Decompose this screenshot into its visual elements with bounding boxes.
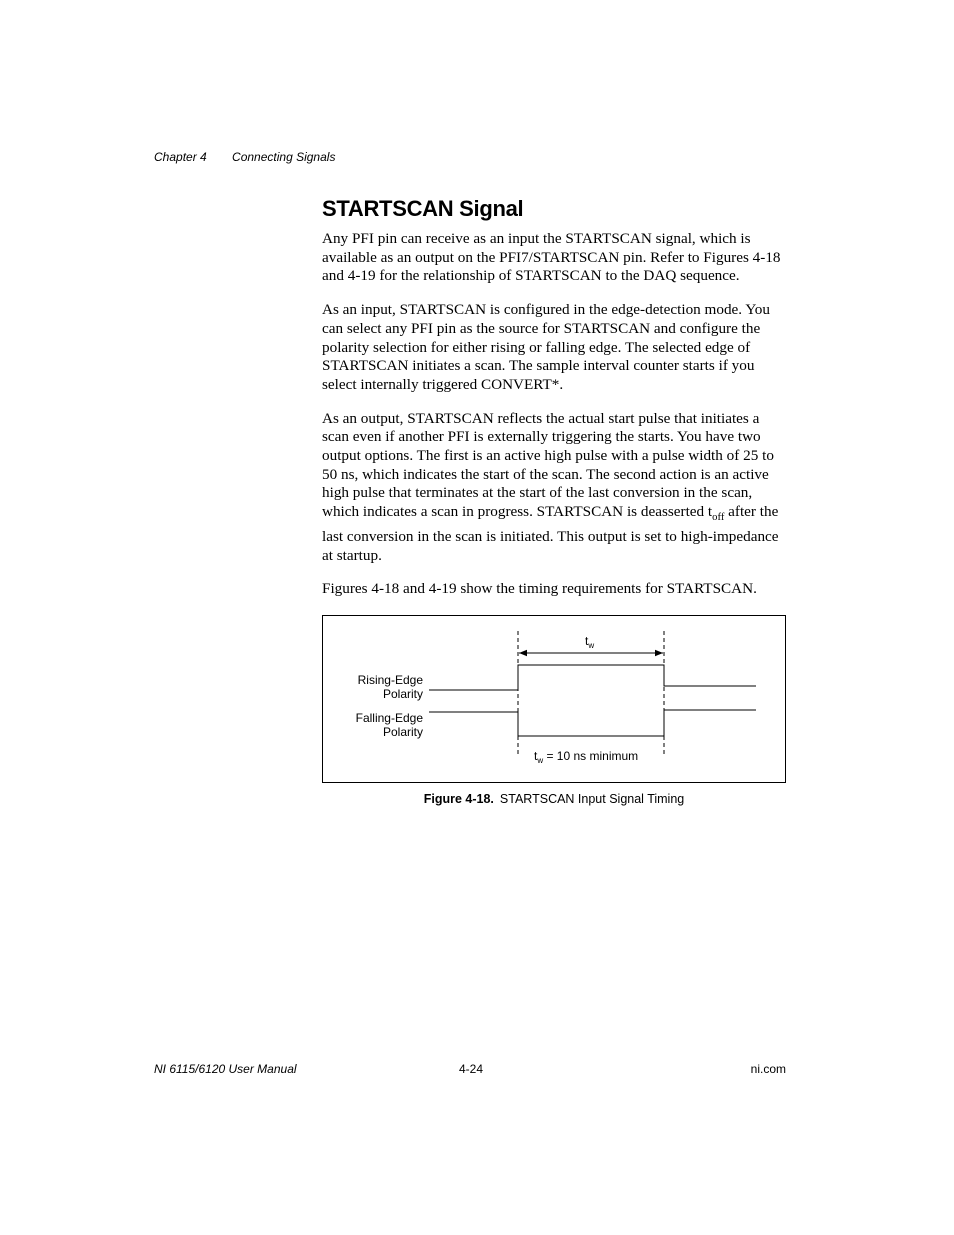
paragraph-2: As an input, STARTSCAN is configured in the edge-detection mode. You can select any PFI pin as the source for STARTSCAN and configure the polarity selection for either rising or falling edge. The selected edge of STARTSCAN initiates a scan. The sample interval counter starts if you select internally triggered CONVERT*.: [322, 301, 770, 393]
timing-diagram: [323, 616, 785, 782]
figure-caption-text: STARTSCAN Input Signal Timing: [499, 792, 685, 806]
paragraph-1: Any PFI pin can receive as an input the STARTSCAN signal, which is available as an output on the PFI7/STARTSCAN pin. Refer to Figures 4-18 and 4-19 for the relationship of STARTSCAN to the DAQ sequence.: [322, 230, 781, 285]
timing-figure: [322, 615, 786, 783]
falling-edge-waveform: [429, 710, 756, 736]
falling-edge-label-line2: Polarity: [382, 725, 423, 739]
footer-manual-title: NI 6115/6120 User Manual: [154, 1062, 297, 1076]
paragraph-4: Figures 4-18 and 4-19 show the timing requirements for STARTSCAN.: [322, 580, 757, 598]
chapter-number: Chapter 4: [154, 150, 207, 164]
tw-label: $t_w$: [585, 634, 595, 650]
tw-minimum-note: $t_w = 10$ ns minimum: [534, 749, 639, 765]
rising-edge-label-line1: Rising-Edge: [357, 673, 423, 687]
falling-edge-label-line1: Falling-Edge: [355, 711, 423, 725]
footer-page-number: 4-24: [459, 1062, 484, 1076]
footer-website: ni.com: [750, 1062, 786, 1076]
rising-edge-label-line2: Polarity: [382, 687, 423, 701]
chapter-title: Connecting Signals: [232, 150, 336, 164]
figure-number: Figure 4-18.: [423, 792, 494, 806]
page-header: [154, 150, 335, 164]
body-text: [322, 230, 786, 614]
rising-edge-waveform: [429, 665, 756, 690]
paragraph-3: [322, 410, 786, 566]
paragraph-3-part-2: after the last conversion in the scan is initiated. This output is set to high-impedance at startup.: [322, 503, 779, 564]
t-off-subscript: off: [712, 512, 725, 524]
section-title: STARTSCAN Signal: [322, 196, 524, 221]
figure-caption: [322, 792, 786, 806]
paragraph-3-part-1: As an output, STARTSCAN reflects the actual start pulse that initiates a scan even if another PFI is externally triggering the starts. You have two output options. The first is an active high pulse with a pulse width of 25 to 50 ns, which indicates the start of the scan. The second action is an active high pulse that terminates at the start of the last conversion in the scan, which indicates a scan in progress. STARTSCAN is deasserted t: [322, 409, 774, 521]
